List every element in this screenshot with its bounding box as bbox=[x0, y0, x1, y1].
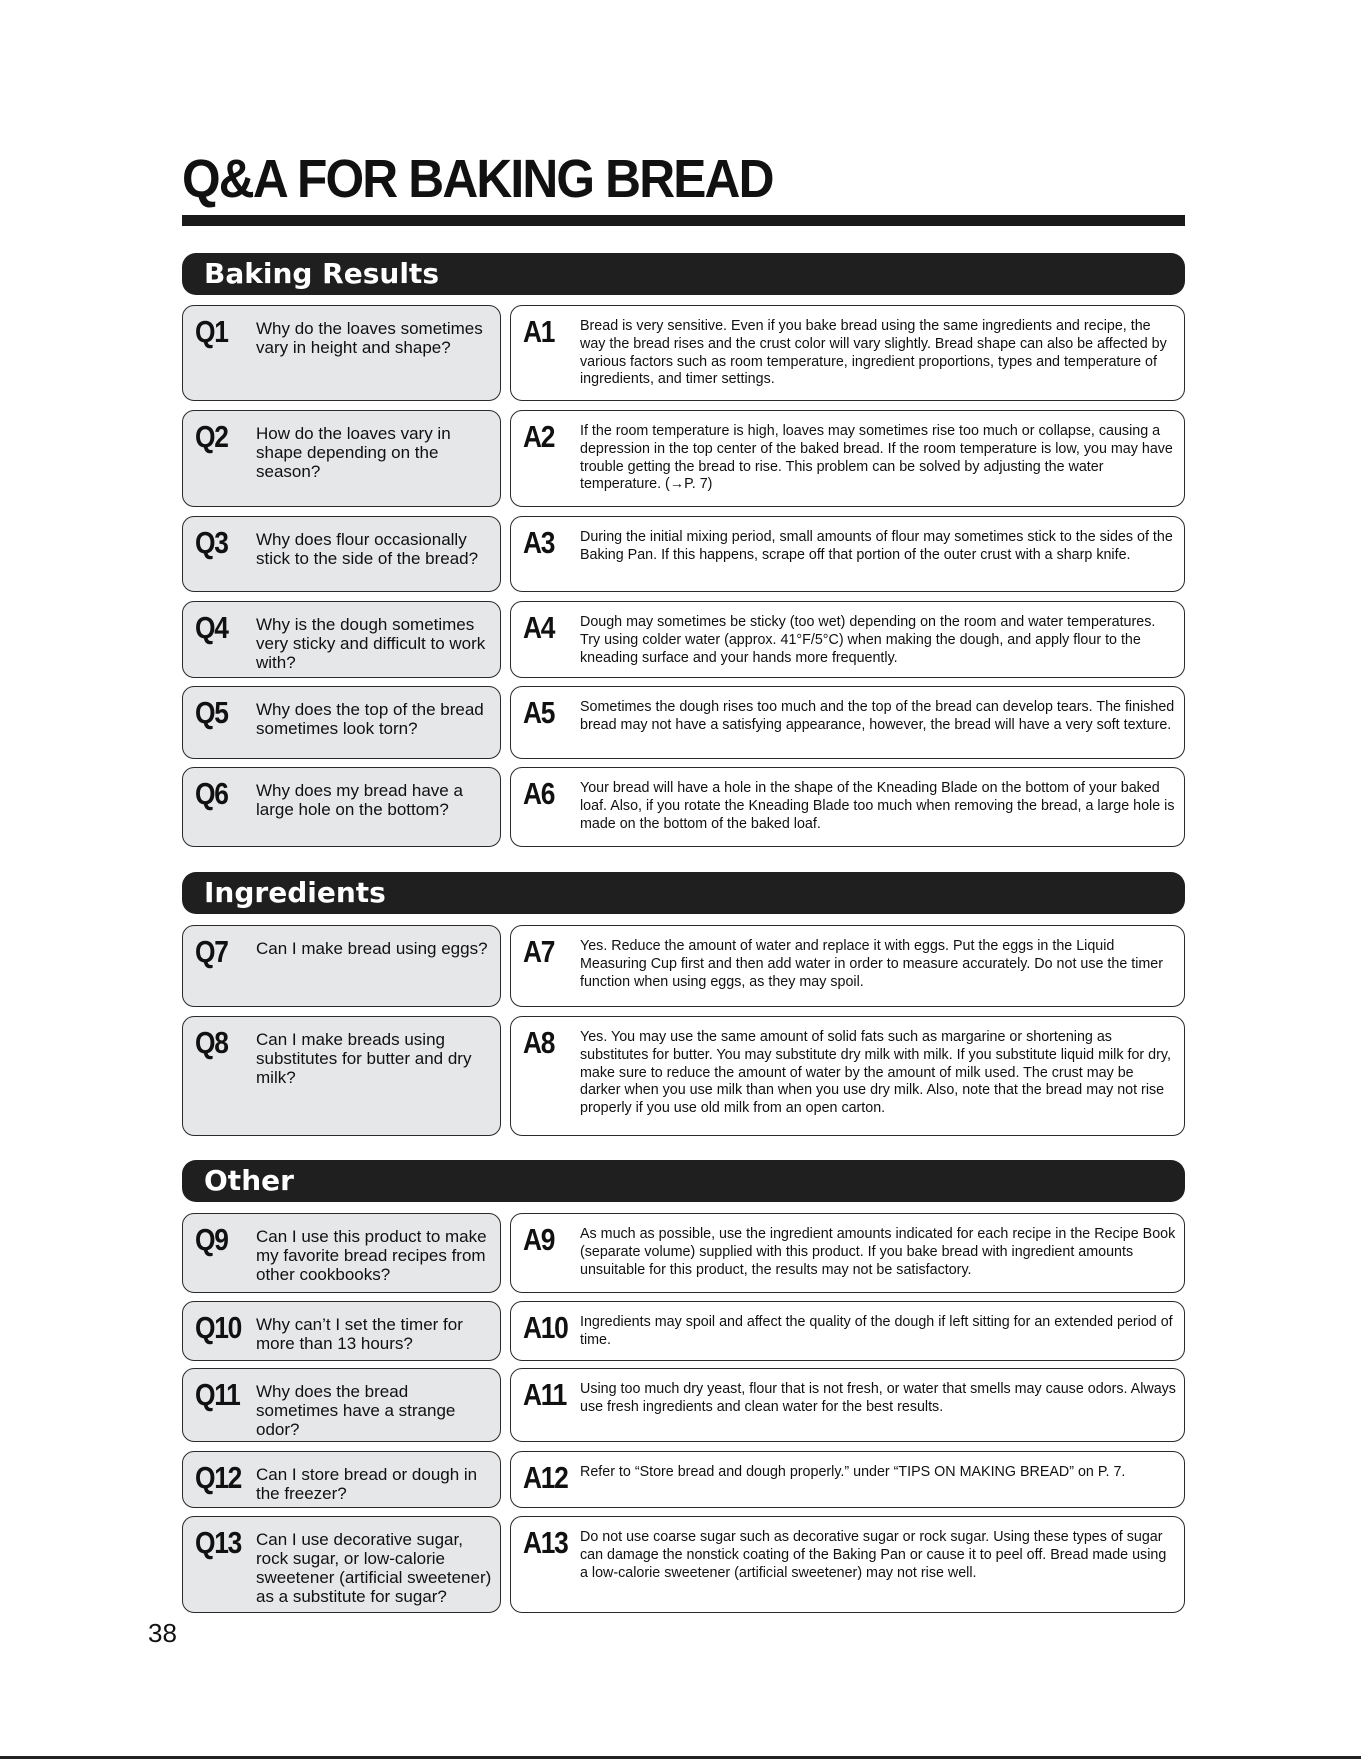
bottom-edge-line bbox=[0, 1756, 1361, 1759]
qa-row bbox=[182, 1301, 1185, 1361]
question-number: Q8 bbox=[195, 1025, 228, 1060]
page-title: Q&A FOR BAKING BREAD bbox=[182, 149, 773, 209]
qa-row bbox=[182, 1016, 1185, 1136]
question-box bbox=[182, 925, 501, 1007]
qa-row bbox=[182, 1368, 1185, 1442]
question-text: How do the loaves vary in shape depending on the season? bbox=[256, 424, 451, 481]
answer-number: A3 bbox=[523, 525, 555, 560]
question-number: Q9 bbox=[195, 1222, 228, 1257]
question-text: Why can’t I set the timer for more than 13 hours? bbox=[256, 1315, 463, 1353]
answer-number: A6 bbox=[523, 776, 555, 811]
section-header-other: Other bbox=[182, 1160, 1185, 1202]
question-number: Q3 bbox=[195, 525, 228, 560]
answer-number: A1 bbox=[523, 314, 555, 349]
qa-row bbox=[182, 1213, 1185, 1293]
question-box bbox=[182, 686, 501, 759]
question-box bbox=[182, 1301, 501, 1361]
qa-row bbox=[182, 305, 1185, 401]
answer-box bbox=[510, 1516, 1185, 1613]
question-box bbox=[182, 767, 501, 847]
question-box bbox=[182, 305, 501, 401]
answer-text: Bread is very sensitive. Even if you bake bread using the same ingredients and recipe, the way the bread rises and the crust color will vary slightly. Bread shape can also be affected by various factors such as room temperature, ingredient proportions, types and temperature of ingredients, and timer settings. bbox=[580, 318, 1167, 388]
answer-number: A2 bbox=[523, 419, 555, 454]
answer-text: Yes. You may use the same amount of solid fats such as margarine or shortening as substitutes for butter. You may substitute dry milk with milk. If you substitute liquid milk for dry, make sure to reduce the amount of water by the amount of milk used. The crust may be darker when you use milk than when you use dry milk. Also, note that the bread may not rise properly if you use old milk from an open carton. bbox=[580, 1029, 1171, 1117]
question-text: Why does the bread sometimes have a strange odor? bbox=[256, 1382, 456, 1439]
answer-box bbox=[510, 925, 1185, 1007]
question-box bbox=[182, 410, 501, 507]
answer-box bbox=[510, 601, 1185, 678]
question-text: Can I use this product to make my favorite bread recipes from other cookbooks? bbox=[256, 1227, 487, 1284]
answer-number: A11 bbox=[523, 1377, 567, 1412]
answer-number: A10 bbox=[523, 1310, 568, 1345]
answer-number: A7 bbox=[523, 934, 555, 969]
question-box bbox=[182, 1016, 501, 1136]
answer-text: Dough may sometimes be sticky (too wet) depending on the room and water temperatures. Try using colder water (approx. 41°F/5°C) when making the dough, and apply flour to the kneading surface and your hands more frequently. bbox=[580, 614, 1156, 666]
question-number: Q12 bbox=[195, 1460, 241, 1495]
question-text: Can I make breads using substitutes for butter and dry milk? bbox=[256, 1030, 472, 1087]
question-box bbox=[182, 516, 501, 592]
question-number: Q6 bbox=[195, 776, 228, 811]
answer-text: Do not use coarse sugar such as decorative sugar or rock sugar. Using these types of sugar can damage the nonstick coating of the Baking Pan or cause it to peel off. Bread made using a low-calorie sweetener (artificial sweetener) may not rise well. bbox=[580, 1529, 1167, 1581]
answer-text: If the room temperature is high, loaves may sometimes rise too much or collapse, causing a depression in the top center of the baked bread. If the room temperature is low, you may have trouble getting the bread to rise. This problem can be solved by adjusting the water temperature. (→P. 7) bbox=[580, 423, 1173, 493]
question-text: Can I store bread or dough in the freezer? bbox=[256, 1465, 478, 1503]
question-text: Can I use decorative sugar, rock sugar, or low-calorie sweetener (artificial sweetener) as a substitute for sugar? bbox=[256, 1530, 492, 1606]
answer-box bbox=[510, 1368, 1185, 1442]
question-box bbox=[182, 601, 501, 678]
answer-text: Sometimes the dough rises too much and the top of the bread can develop tears. The finished bread may not have a satisfying appearance, however, the bread will have a very soft texture. bbox=[580, 699, 1175, 733]
question-box bbox=[182, 1213, 501, 1293]
answer-number: A8 bbox=[523, 1025, 555, 1060]
question-number: Q11 bbox=[195, 1377, 240, 1412]
qa-row bbox=[182, 1516, 1185, 1613]
page-number: 38 bbox=[148, 1618, 177, 1648]
question-text: Why do the loaves sometimes vary in height and shape? bbox=[256, 319, 483, 357]
question-box bbox=[182, 1368, 501, 1442]
answer-box bbox=[510, 410, 1185, 507]
question-number: Q4 bbox=[195, 610, 228, 645]
answer-box bbox=[510, 305, 1185, 401]
question-number: Q7 bbox=[195, 934, 228, 969]
answer-text: Refer to “Store bread and dough properly.” under “TIPS ON MAKING BREAD” on P. 7. bbox=[580, 1464, 1126, 1480]
qa-row bbox=[182, 1451, 1185, 1508]
qa-row bbox=[182, 601, 1185, 678]
question-text: Can I make bread using eggs? bbox=[256, 939, 488, 958]
answer-box bbox=[510, 1213, 1185, 1293]
answer-text: During the initial mixing period, small amounts of flour may sometimes stick to the sides of the Baking Pan. If this happens, scrape off that portion of the outer crust with a sharp knife. bbox=[580, 529, 1173, 563]
answer-box bbox=[510, 516, 1185, 592]
answer-box bbox=[510, 767, 1185, 847]
question-box bbox=[182, 1451, 501, 1508]
answer-number: A12 bbox=[523, 1460, 568, 1495]
answer-number: A5 bbox=[523, 695, 555, 730]
question-number: Q5 bbox=[195, 695, 228, 730]
section-header-ingredients: Ingredients bbox=[182, 872, 1185, 914]
question-text: Why is the dough sometimes very sticky and difficult to work with? bbox=[256, 615, 486, 672]
answer-box bbox=[510, 686, 1185, 759]
question-box bbox=[182, 1516, 501, 1613]
question-number: Q2 bbox=[195, 419, 228, 454]
answer-number: A13 bbox=[523, 1525, 568, 1560]
question-text: Why does the top of the bread sometimes look torn? bbox=[256, 700, 484, 738]
answer-number: A9 bbox=[523, 1222, 555, 1257]
question-number: Q1 bbox=[195, 314, 228, 349]
title-divider bbox=[182, 215, 1185, 226]
question-number: Q13 bbox=[195, 1525, 241, 1560]
answer-box bbox=[510, 1451, 1185, 1508]
qa-row bbox=[182, 410, 1185, 507]
answer-box bbox=[510, 1301, 1185, 1361]
question-text: Why does my bread have a large hole on the bottom? bbox=[256, 781, 463, 819]
qa-row bbox=[182, 516, 1185, 592]
qa-row bbox=[182, 686, 1185, 759]
answer-text: Yes. Reduce the amount of water and replace it with eggs. Put the eggs in the Liquid Measuring Cup first and then add water in order to measure accurately. Do not use the timer function when using eggs, as they may spoil. bbox=[580, 938, 1164, 990]
answer-box bbox=[510, 1016, 1185, 1136]
qa-row bbox=[182, 767, 1185, 847]
qa-row bbox=[182, 925, 1185, 1007]
answer-text: Using too much dry yeast, flour that is not fresh, or water that smells may cause odors. Always use fresh ingredients and clean water for the best results. bbox=[580, 1381, 1176, 1415]
answer-text: As much as possible, use the ingredient amounts indicated for each recipe in the Recipe Book (separate volume) supplied with this product. If you bake bread with ingredient amounts unsuitable for this product, the results may not be satisfactory. bbox=[580, 1226, 1176, 1278]
answer-number: A4 bbox=[523, 610, 555, 645]
answer-text: Your bread will have a hole in the shape of the Kneading Blade on the bottom of your baked loaf. Also, if you rotate the Kneading Blade too much when removing the bread, a large hole is made on the bottom of the baked loaf. bbox=[580, 780, 1175, 832]
question-text: Why does flour occasionally stick to the side of the bread? bbox=[256, 530, 479, 568]
section-header-baking-results: Baking Results bbox=[182, 253, 1185, 295]
question-number: Q10 bbox=[195, 1310, 241, 1345]
answer-text: Ingredients may spoil and affect the quality of the dough if left sitting for an extended period of time. bbox=[580, 1314, 1173, 1348]
